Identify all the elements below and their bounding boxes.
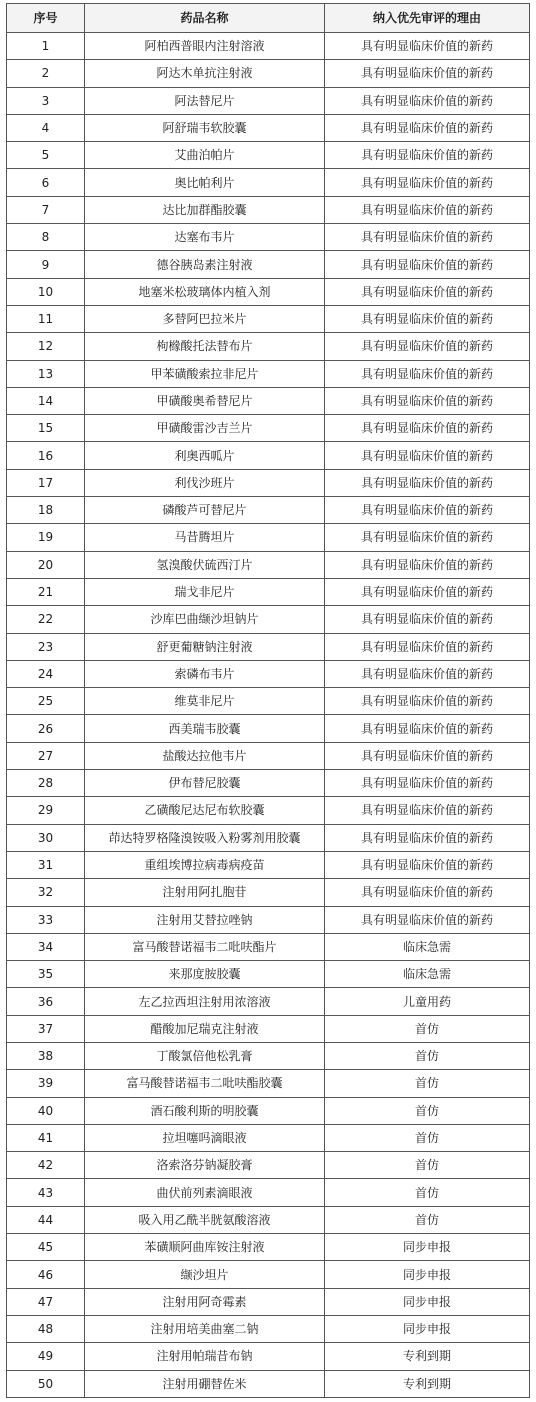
cell-serial-number: 44 bbox=[7, 1206, 85, 1233]
header-drug-name: 药品名称 bbox=[85, 4, 325, 33]
table-row bbox=[7, 278, 530, 305]
cell-review-reason: 具有明显临床价值的新药 bbox=[325, 333, 530, 360]
table-row bbox=[7, 1070, 530, 1097]
cell-review-reason: 同步申报 bbox=[325, 1234, 530, 1261]
cell-serial-number: 4 bbox=[7, 114, 85, 141]
cell-review-reason: 具有明显临床价值的新药 bbox=[325, 879, 530, 906]
cell-drug-name: 奥比帕利片 bbox=[85, 169, 325, 196]
cell-serial-number: 13 bbox=[7, 360, 85, 387]
cell-drug-name: 丁酸氯倍他松乳膏 bbox=[85, 1042, 325, 1069]
cell-serial-number: 37 bbox=[7, 1015, 85, 1042]
table-row bbox=[7, 1152, 530, 1179]
table-row bbox=[7, 360, 530, 387]
cell-review-reason: 具有明显临床价值的新药 bbox=[325, 469, 530, 496]
cell-serial-number: 39 bbox=[7, 1070, 85, 1097]
table-row bbox=[7, 60, 530, 87]
cell-review-reason: 具有明显临床价值的新药 bbox=[325, 633, 530, 660]
header-row bbox=[7, 4, 530, 33]
table-row bbox=[7, 851, 530, 878]
table-row bbox=[7, 578, 530, 605]
cell-review-reason: 具有明显临床价值的新药 bbox=[325, 169, 530, 196]
priority-review-table bbox=[6, 3, 530, 1398]
cell-review-reason: 首仿 bbox=[325, 1042, 530, 1069]
table-row bbox=[7, 497, 530, 524]
cell-drug-name: 酒石酸利斯的明胶囊 bbox=[85, 1097, 325, 1124]
cell-review-reason: 首仿 bbox=[325, 1015, 530, 1042]
cell-serial-number: 41 bbox=[7, 1124, 85, 1151]
cell-drug-name: 盐酸达拉他韦片 bbox=[85, 742, 325, 769]
cell-review-reason: 具有明显临床价值的新药 bbox=[325, 196, 530, 223]
table-body bbox=[7, 33, 530, 1398]
cell-review-reason: 具有明显临床价值的新药 bbox=[325, 797, 530, 824]
table-row bbox=[7, 442, 530, 469]
cell-review-reason: 儿童用药 bbox=[325, 988, 530, 1015]
cell-drug-name: 洛索洛芬钠凝胶膏 bbox=[85, 1152, 325, 1179]
table-row bbox=[7, 906, 530, 933]
cell-review-reason: 首仿 bbox=[325, 1179, 530, 1206]
table-row bbox=[7, 524, 530, 551]
table-row bbox=[7, 933, 530, 960]
cell-drug-name: 甲磺酸雷沙吉兰片 bbox=[85, 415, 325, 442]
cell-drug-name: 左乙拉西坦注射用浓溶液 bbox=[85, 988, 325, 1015]
table-row bbox=[7, 1015, 530, 1042]
cell-review-reason: 同步申报 bbox=[325, 1315, 530, 1342]
cell-serial-number: 49 bbox=[7, 1343, 85, 1370]
cell-serial-number: 21 bbox=[7, 578, 85, 605]
cell-review-reason: 首仿 bbox=[325, 1152, 530, 1179]
cell-drug-name: 拉坦噻吗滴眼液 bbox=[85, 1124, 325, 1151]
cell-review-reason: 具有明显临床价值的新药 bbox=[325, 415, 530, 442]
cell-serial-number: 24 bbox=[7, 660, 85, 687]
cell-review-reason: 具有明显临床价值的新药 bbox=[325, 442, 530, 469]
table-row bbox=[7, 196, 530, 223]
cell-review-reason: 具有明显临床价值的新药 bbox=[325, 824, 530, 851]
cell-review-reason: 具有明显临床价值的新药 bbox=[325, 770, 530, 797]
table-row bbox=[7, 1315, 530, 1342]
cell-drug-name: 富马酸替诺福韦二吡呋酯片 bbox=[85, 933, 325, 960]
cell-drug-name: 伊布替尼胶囊 bbox=[85, 770, 325, 797]
cell-serial-number: 42 bbox=[7, 1152, 85, 1179]
table-row bbox=[7, 1179, 530, 1206]
cell-serial-number: 30 bbox=[7, 824, 85, 851]
cell-serial-number: 14 bbox=[7, 387, 85, 414]
cell-drug-name: 吸入用乙酰半胱氨酸溶液 bbox=[85, 1206, 325, 1233]
table-row bbox=[7, 1042, 530, 1069]
cell-review-reason: 具有明显临床价值的新药 bbox=[325, 224, 530, 251]
cell-serial-number: 26 bbox=[7, 715, 85, 742]
cell-drug-name: 甲磺酸奥希替尼片 bbox=[85, 387, 325, 414]
cell-drug-name: 注射用阿奇霉素 bbox=[85, 1288, 325, 1315]
cell-drug-name: 阿柏西普眼内注射溶液 bbox=[85, 33, 325, 60]
table-row bbox=[7, 551, 530, 578]
table-row bbox=[7, 797, 530, 824]
cell-serial-number: 45 bbox=[7, 1234, 85, 1261]
cell-serial-number: 2 bbox=[7, 60, 85, 87]
cell-drug-name: 马昔腾坦片 bbox=[85, 524, 325, 551]
cell-drug-name: 苯磺顺阿曲库铵注射液 bbox=[85, 1234, 325, 1261]
table-row bbox=[7, 33, 530, 60]
cell-review-reason: 具有明显临床价值的新药 bbox=[325, 606, 530, 633]
cell-drug-name: 氢溴酸伏硫西汀片 bbox=[85, 551, 325, 578]
cell-review-reason: 同步申报 bbox=[325, 1288, 530, 1315]
cell-review-reason: 具有明显临床价值的新药 bbox=[325, 60, 530, 87]
cell-review-reason: 临床急需 bbox=[325, 933, 530, 960]
table-row bbox=[7, 87, 530, 114]
cell-serial-number: 8 bbox=[7, 224, 85, 251]
header-serial-number: 序号 bbox=[7, 4, 85, 33]
cell-serial-number: 38 bbox=[7, 1042, 85, 1069]
cell-review-reason: 具有明显临床价值的新药 bbox=[325, 851, 530, 878]
table-row bbox=[7, 879, 530, 906]
table-row bbox=[7, 633, 530, 660]
cell-drug-name: 缬沙坦片 bbox=[85, 1261, 325, 1288]
table-row bbox=[7, 415, 530, 442]
table-row bbox=[7, 469, 530, 496]
cell-serial-number: 10 bbox=[7, 278, 85, 305]
cell-serial-number: 20 bbox=[7, 551, 85, 578]
cell-drug-name: 重组埃博拉病毒病疫苗 bbox=[85, 851, 325, 878]
cell-drug-name: 达塞布韦片 bbox=[85, 224, 325, 251]
cell-serial-number: 25 bbox=[7, 688, 85, 715]
table-row bbox=[7, 142, 530, 169]
cell-drug-name: 阿法替尼片 bbox=[85, 87, 325, 114]
cell-drug-name: 艾曲泊帕片 bbox=[85, 142, 325, 169]
table-row bbox=[7, 1343, 530, 1370]
table-row bbox=[7, 1234, 530, 1261]
cell-drug-name: 富马酸替诺福韦二吡呋酯胶囊 bbox=[85, 1070, 325, 1097]
cell-review-reason: 具有明显临床价值的新药 bbox=[325, 142, 530, 169]
cell-serial-number: 31 bbox=[7, 851, 85, 878]
cell-drug-name: 注射用培美曲塞二钠 bbox=[85, 1315, 325, 1342]
cell-drug-name: 注射用帕瑞昔布钠 bbox=[85, 1343, 325, 1370]
cell-serial-number: 43 bbox=[7, 1179, 85, 1206]
cell-drug-name: 乙磺酸尼达尼布软胶囊 bbox=[85, 797, 325, 824]
table-row bbox=[7, 1124, 530, 1151]
table-row bbox=[7, 251, 530, 278]
cell-review-reason: 具有明显临床价值的新药 bbox=[325, 387, 530, 414]
cell-review-reason: 具有明显临床价值的新药 bbox=[325, 688, 530, 715]
table-row bbox=[7, 114, 530, 141]
cell-drug-name: 枸橼酸托法替布片 bbox=[85, 333, 325, 360]
cell-serial-number: 47 bbox=[7, 1288, 85, 1315]
table-row bbox=[7, 1206, 530, 1233]
cell-drug-name: 索磷布韦片 bbox=[85, 660, 325, 687]
cell-drug-name: 注射用艾替拉唑钠 bbox=[85, 906, 325, 933]
table-row bbox=[7, 1261, 530, 1288]
table-row bbox=[7, 1097, 530, 1124]
cell-serial-number: 29 bbox=[7, 797, 85, 824]
cell-review-reason: 具有明显临床价值的新药 bbox=[325, 551, 530, 578]
table-row bbox=[7, 169, 530, 196]
cell-drug-name: 沙库巴曲缬沙坦钠片 bbox=[85, 606, 325, 633]
cell-serial-number: 48 bbox=[7, 1315, 85, 1342]
cell-review-reason: 首仿 bbox=[325, 1206, 530, 1233]
table-row bbox=[7, 1288, 530, 1315]
cell-drug-name: 地塞米松玻璃体内植入剂 bbox=[85, 278, 325, 305]
table-row bbox=[7, 333, 530, 360]
cell-review-reason: 具有明显临床价值的新药 bbox=[325, 524, 530, 551]
table-row bbox=[7, 824, 530, 851]
cell-serial-number: 3 bbox=[7, 87, 85, 114]
cell-serial-number: 35 bbox=[7, 961, 85, 988]
cell-review-reason: 具有明显临床价值的新药 bbox=[325, 360, 530, 387]
cell-drug-name: 曲伏前列素滴眼液 bbox=[85, 1179, 325, 1206]
cell-drug-name: 达比加群酯胶囊 bbox=[85, 196, 325, 223]
cell-review-reason: 首仿 bbox=[325, 1070, 530, 1097]
table-row bbox=[7, 606, 530, 633]
cell-review-reason: 专利到期 bbox=[325, 1343, 530, 1370]
cell-serial-number: 9 bbox=[7, 251, 85, 278]
table-row bbox=[7, 660, 530, 687]
cell-drug-name: 茚达特罗格隆溴铵吸入粉雾剂用胶囊 bbox=[85, 824, 325, 851]
cell-review-reason: 具有明显临床价值的新药 bbox=[325, 660, 530, 687]
cell-review-reason: 同步申报 bbox=[325, 1261, 530, 1288]
cell-drug-name: 来那度胺胶囊 bbox=[85, 961, 325, 988]
cell-review-reason: 具有明显临床价值的新药 bbox=[325, 87, 530, 114]
cell-review-reason: 专利到期 bbox=[325, 1370, 530, 1397]
table-row bbox=[7, 387, 530, 414]
cell-drug-name: 瑞戈非尼片 bbox=[85, 578, 325, 605]
cell-serial-number: 28 bbox=[7, 770, 85, 797]
table-row bbox=[7, 715, 530, 742]
header-review-reason: 纳入优先审评的理由 bbox=[325, 4, 530, 33]
cell-review-reason: 具有明显临床价值的新药 bbox=[325, 715, 530, 742]
cell-review-reason: 具有明显临床价值的新药 bbox=[325, 305, 530, 332]
cell-serial-number: 5 bbox=[7, 142, 85, 169]
cell-serial-number: 36 bbox=[7, 988, 85, 1015]
table-row bbox=[7, 770, 530, 797]
table-row bbox=[7, 961, 530, 988]
table-row bbox=[7, 305, 530, 332]
cell-drug-name: 阿达木单抗注射液 bbox=[85, 60, 325, 87]
cell-drug-name: 注射用硼替佐米 bbox=[85, 1370, 325, 1397]
table-row bbox=[7, 988, 530, 1015]
cell-drug-name: 舒更葡糖钠注射液 bbox=[85, 633, 325, 660]
cell-serial-number: 22 bbox=[7, 606, 85, 633]
cell-review-reason: 具有明显临床价值的新药 bbox=[325, 906, 530, 933]
cell-review-reason: 首仿 bbox=[325, 1097, 530, 1124]
cell-drug-name: 注射用阿扎胞苷 bbox=[85, 879, 325, 906]
cell-drug-name: 阿舒瑞韦软胶囊 bbox=[85, 114, 325, 141]
cell-review-reason: 具有明显临床价值的新药 bbox=[325, 114, 530, 141]
cell-review-reason: 具有明显临床价值的新药 bbox=[325, 251, 530, 278]
cell-serial-number: 46 bbox=[7, 1261, 85, 1288]
cell-drug-name: 维莫非尼片 bbox=[85, 688, 325, 715]
table-row bbox=[7, 688, 530, 715]
cell-serial-number: 17 bbox=[7, 469, 85, 496]
table-row bbox=[7, 1370, 530, 1397]
cell-drug-name: 西美瑞韦胶囊 bbox=[85, 715, 325, 742]
table-header bbox=[7, 4, 530, 33]
cell-serial-number: 40 bbox=[7, 1097, 85, 1124]
cell-serial-number: 32 bbox=[7, 879, 85, 906]
cell-serial-number: 12 bbox=[7, 333, 85, 360]
cell-drug-name: 德谷胰岛素注射液 bbox=[85, 251, 325, 278]
table-row bbox=[7, 224, 530, 251]
cell-review-reason: 首仿 bbox=[325, 1124, 530, 1151]
cell-serial-number: 34 bbox=[7, 933, 85, 960]
cell-serial-number: 7 bbox=[7, 196, 85, 223]
table-row bbox=[7, 742, 530, 769]
cell-serial-number: 16 bbox=[7, 442, 85, 469]
cell-serial-number: 1 bbox=[7, 33, 85, 60]
cell-drug-name: 醋酸加尼瑞克注射液 bbox=[85, 1015, 325, 1042]
cell-serial-number: 50 bbox=[7, 1370, 85, 1397]
cell-serial-number: 18 bbox=[7, 497, 85, 524]
cell-serial-number: 6 bbox=[7, 169, 85, 196]
cell-drug-name: 多替阿巴拉米片 bbox=[85, 305, 325, 332]
cell-drug-name: 利奥西呱片 bbox=[85, 442, 325, 469]
cell-serial-number: 33 bbox=[7, 906, 85, 933]
cell-review-reason: 具有明显临床价值的新药 bbox=[325, 578, 530, 605]
cell-review-reason: 具有明显临床价值的新药 bbox=[325, 742, 530, 769]
cell-serial-number: 27 bbox=[7, 742, 85, 769]
cell-drug-name: 甲苯磺酸索拉非尼片 bbox=[85, 360, 325, 387]
cell-review-reason: 临床急需 bbox=[325, 961, 530, 988]
cell-serial-number: 19 bbox=[7, 524, 85, 551]
cell-review-reason: 具有明显临床价值的新药 bbox=[325, 278, 530, 305]
cell-serial-number: 15 bbox=[7, 415, 85, 442]
cell-review-reason: 具有明显临床价值的新药 bbox=[325, 33, 530, 60]
cell-drug-name: 磷酸芦可替尼片 bbox=[85, 497, 325, 524]
cell-review-reason: 具有明显临床价值的新药 bbox=[325, 497, 530, 524]
cell-drug-name: 利伐沙班片 bbox=[85, 469, 325, 496]
cell-serial-number: 23 bbox=[7, 633, 85, 660]
cell-serial-number: 11 bbox=[7, 305, 85, 332]
